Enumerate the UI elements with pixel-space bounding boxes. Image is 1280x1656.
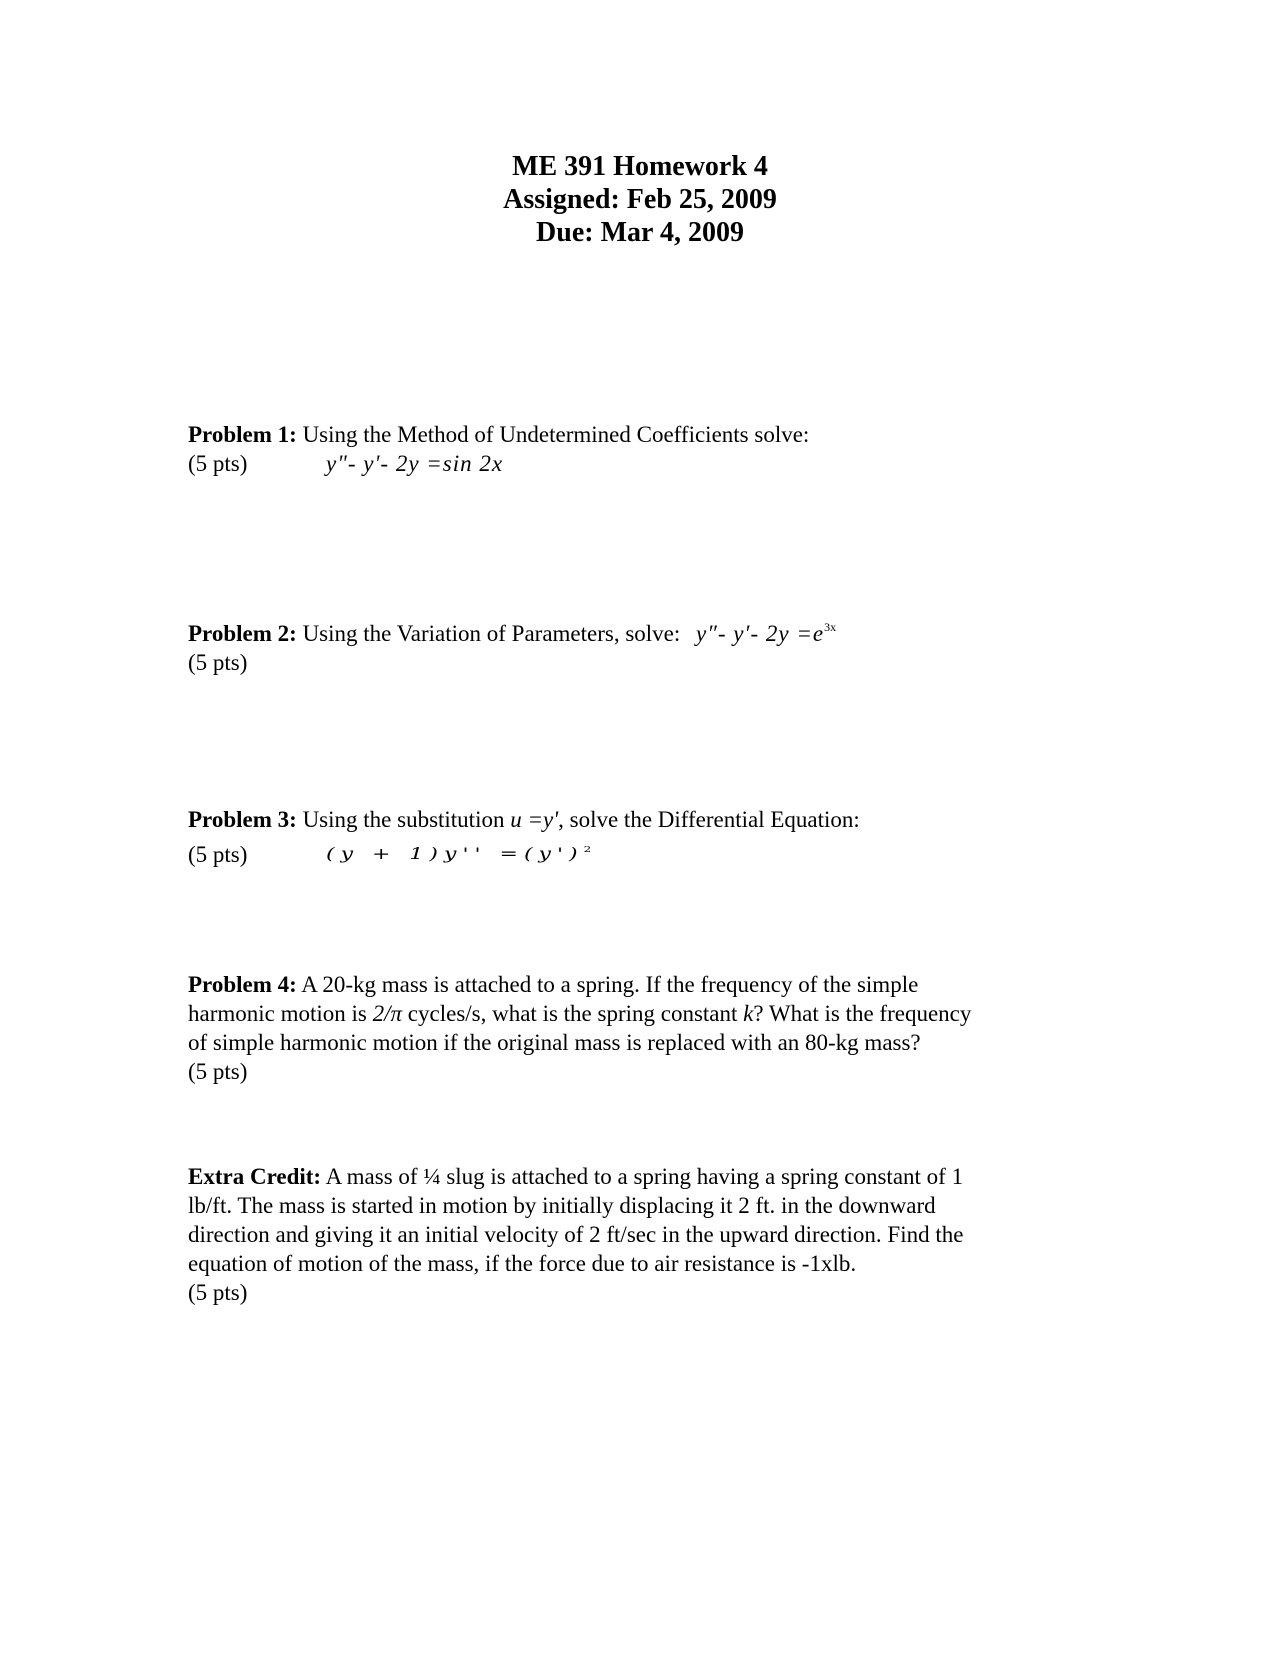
extra-credit-points: (5 pts): [188, 1280, 248, 1305]
problem-1-label: Problem 1:: [188, 422, 297, 447]
extra-credit-line-3: direction and giving it an initial velocity of 2 ft/sec in the upward direction. Find the: [188, 1222, 964, 1247]
problem-1: [188, 420, 1088, 478]
extra-credit-line-1: A mass of ¼ slug is attached to a spring having a spring constant of 1: [325, 1164, 964, 1189]
problem-2-points: (5 pts): [188, 650, 248, 675]
extra-credit-line-4: equation of motion of the mass, if the force due to air resistance is -1xlb.: [188, 1251, 857, 1276]
problem-3-text-before: Using the substitution: [302, 807, 505, 832]
problem-3-substitution: u =y': [510, 807, 559, 832]
problem-4-label: Problem 4:: [188, 972, 297, 997]
problem-2-text: Using the Variation of Parameters, solve:: [302, 621, 681, 646]
problem-1-text: Using the Method of Undetermined Coefficients solve:: [302, 422, 810, 447]
problem-4-line-2-after: cycles/s, what is the spring constant: [407, 1001, 738, 1026]
page-title: ME 391 Homework 4: [512, 151, 768, 182]
problem-4: [188, 970, 1088, 1086]
problem-1-equation: y"- y'- 2y =sin 2x: [326, 451, 504, 476]
problem-3-equation-body: (y + 1)y'' =(y'): [326, 845, 584, 864]
extra-credit-label: Extra Credit:: [188, 1164, 322, 1189]
problem-2-label: Problem 2:: [188, 621, 297, 646]
problem-1-points: (5 pts): [188, 451, 248, 476]
problem-2: [188, 613, 1088, 677]
problem-2-equation-exponent: 3x: [824, 620, 837, 634]
header: [0, 150, 1280, 249]
problem-4-line-3: of simple harmonic motion if the original mass is replaced with an 80-kg mass?: [188, 1030, 921, 1055]
problem-2-equation: y″- y′- 2y =e: [696, 621, 825, 646]
problem-4-points: (5 pts): [188, 1059, 248, 1084]
due-date: Due: Mar 4, 2009: [536, 217, 744, 248]
problem-3-text-after: , solve the Differential Equation:: [558, 807, 860, 832]
assigned-date: Assigned: Feb 25, 2009: [503, 184, 777, 215]
problem-3-label: Problem 3:: [188, 807, 297, 832]
problem-3-points: (5 pts): [188, 842, 248, 867]
problem-4-line-2-before: harmonic motion is: [188, 1001, 367, 1026]
problem-3-equation: [326, 839, 597, 864]
problem-4-frequency-math: 2/π: [372, 1001, 403, 1026]
extra-credit: [188, 1162, 1088, 1307]
problem-4-var-k: k: [743, 1001, 754, 1026]
problem-4-line-1: A 20-kg mass is attached to a spring. If the frequency of the simple: [301, 972, 919, 997]
problem-3-equation-exponent: 2: [583, 844, 598, 855]
problem-4-line-2-end: ? What is the frequency: [753, 1001, 972, 1026]
extra-credit-line-2: lb/ft. The mass is started in motion by initially displacing it 2 ft. in the downward: [188, 1193, 936, 1218]
problem-3: [188, 805, 1088, 870]
